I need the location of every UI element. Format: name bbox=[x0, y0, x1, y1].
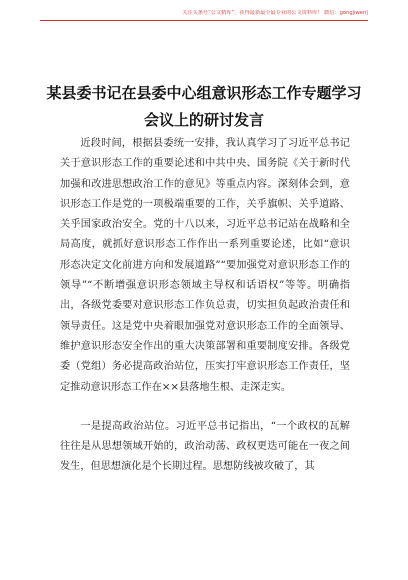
document-body bbox=[60, 134, 350, 478]
body-paragraph: 近段时间，根据县委统一安排，我认真学习了习近平总书记关于意识形态工作的重要论述和中共中央、国务院《关于新时代加强和改进思想政治工作的意见》等重点内容。深刻体会到，意识形态工作是党的一项极端重要的工作，关乎旗帜、关乎道路、关乎国家政治安全。党的十八以来，习近平总书记站在战略和全局高度，就抓好意识形态工作作出一系列重要论述，比如“意识形态决定文化前进方向和发展道路”“要加强党对意识形态工作的领导”“不断增强意识形态领域主导权和话语权”等等。明确指出，各级党委要对意识形态工作负总责，切实担负起政治责任和领导责任。这是党中央着眼加强党对意识形态工作的全面领导、维护意识形态安全作出的重大决策部署和重要制度安排。各级党委（党组）务必提高政治站位，压实打牢意识形态工作责任，坚定推动意识形态工作在××县落地生根、走深走实。 bbox=[60, 138, 350, 393]
header-promo-note: 关注头条号“公文精库”，获得最新最全最专业的公文资料库！ 微信：gongjiwen| bbox=[182, 10, 368, 16]
header-divider bbox=[40, 20, 368, 21]
body-paragraph: 一是提高政治站位。习近平总书记指出，“一个政权的瓦解往往是从思想领域开始的，政治动荡、政权更迭可能在一夜之间发生，但思想演化是个长期过程。思想防线被攻破了，其 bbox=[60, 420, 350, 473]
document-title: 某县委书记在县委中心组意识形态工作专题学习会议上的研讨发言 bbox=[46, 84, 362, 129]
